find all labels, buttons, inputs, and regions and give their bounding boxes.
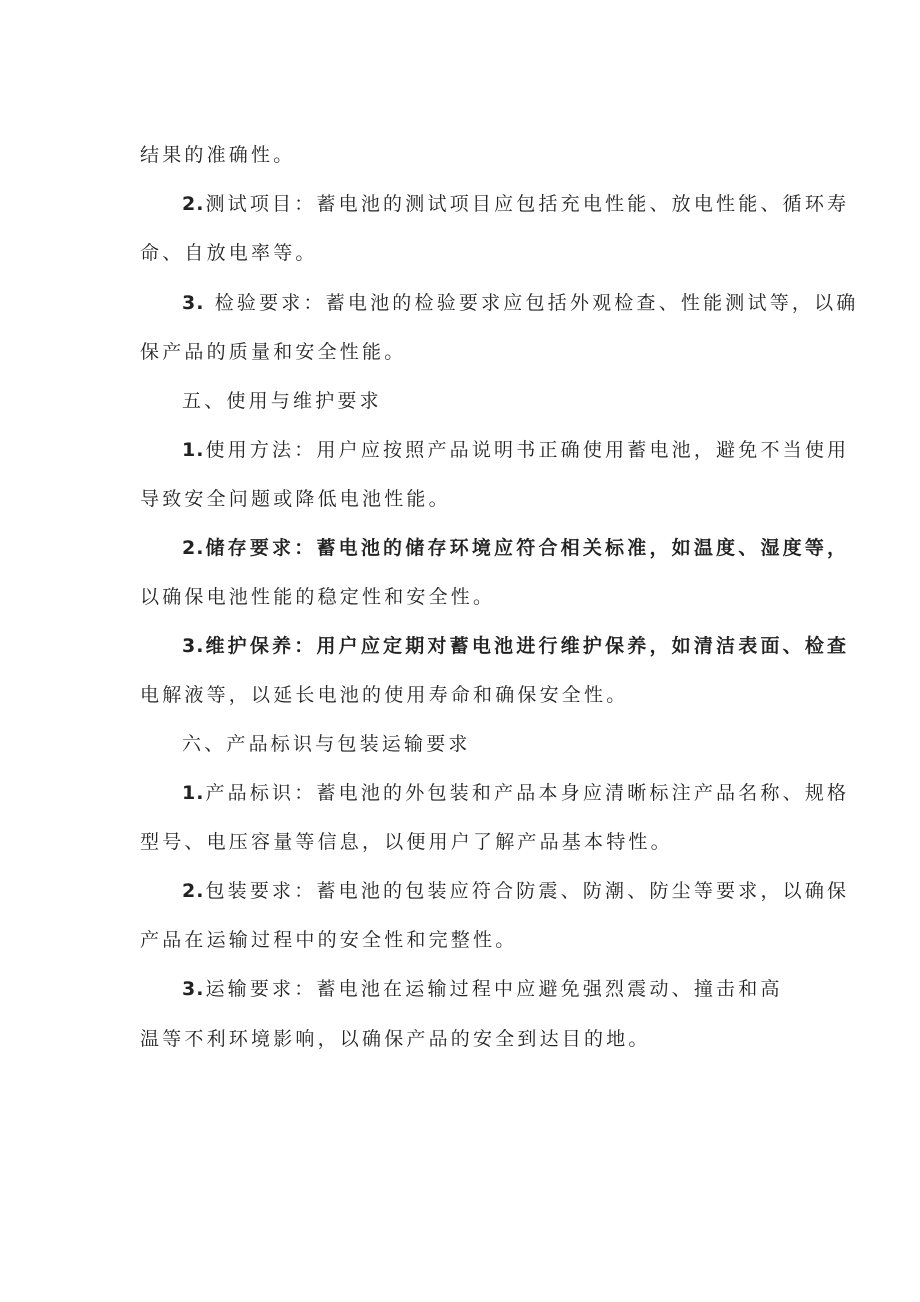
- heading-text: 六、产品标识与包装运输要求: [182, 733, 471, 755]
- list-item-line: [182, 291, 859, 315]
- line-text: 命、自放电率等。: [140, 242, 318, 264]
- list-item-line: [182, 781, 849, 805]
- text-line: [140, 928, 517, 952]
- line-text: 检验要求：蓄电池的检验要求应包括外观检查、性能测试等，以确: [205, 292, 859, 314]
- line-text: 保产品的质量和安全性能。: [140, 341, 407, 363]
- text-line: [140, 683, 628, 707]
- section-heading: [182, 732, 471, 756]
- item-number: 1.: [182, 782, 205, 804]
- line-text: 运输要求：蓄电池在运输过程中应避免强烈震动、撞击和高: [205, 978, 783, 1000]
- list-item-line: [182, 879, 849, 903]
- list-item-line: [182, 536, 849, 560]
- text-line: [140, 830, 673, 854]
- line-text: 产品标识：蓄电池的外包装和产品本身应清晰标注产品名称、规格: [205, 782, 850, 804]
- item-number: 1.: [182, 439, 205, 461]
- text-line: [140, 585, 495, 609]
- item-number: 2.: [182, 193, 205, 215]
- line-text: 测试项目：蓄电池的测试项目应包括充电性能、放电性能、循环寿: [205, 193, 850, 215]
- list-item-line: [182, 634, 849, 658]
- list-item-line: [182, 192, 849, 216]
- line-text: 以确保电池性能的稳定性和安全性。: [140, 586, 496, 608]
- line-text: 结果的准确性。: [140, 144, 296, 166]
- item-number: 2.: [182, 537, 205, 559]
- line-text: 包装要求：蓄电池的包装应符合防震、防潮、防尘等要求，以确保: [205, 880, 850, 902]
- line-text: 温等不利环境影响，以确保产品的安全到达目的地。: [140, 1028, 651, 1050]
- list-item-line: [182, 977, 783, 1001]
- text-line: [140, 1027, 651, 1051]
- item-number: 3.: [182, 635, 205, 657]
- line-text: 电解液等，以延长电池的使用寿命和确保安全性。: [140, 684, 629, 706]
- line-text: 储存要求：蓄电池的储存环境应符合相关标准，如温度、湿度等，: [205, 537, 850, 559]
- section-heading: [182, 389, 382, 413]
- text-line: [140, 487, 451, 511]
- text-line: [140, 143, 295, 167]
- heading-text: 五、使用与维护要求: [182, 390, 382, 412]
- text-line: [140, 241, 318, 265]
- item-number: 2.: [182, 880, 205, 902]
- line-text: 使用方法：用户应按照产品说明书正确使用蓄电池，避免不当使用: [205, 439, 850, 461]
- line-text: 维护保养：用户应定期对蓄电池进行维护保养，如清洁表面、检查: [205, 635, 850, 657]
- text-line: [140, 340, 406, 364]
- list-item-line: [182, 438, 849, 462]
- line-text: 产品在运输过程中的安全性和完整性。: [140, 929, 518, 951]
- line-text: 型号、电压容量等信息，以便用户了解产品基本特性。: [140, 831, 673, 853]
- item-number: 3.: [182, 292, 205, 314]
- line-text: 导致安全问题或降低电池性能。: [140, 488, 451, 510]
- item-number: 3.: [182, 978, 205, 1000]
